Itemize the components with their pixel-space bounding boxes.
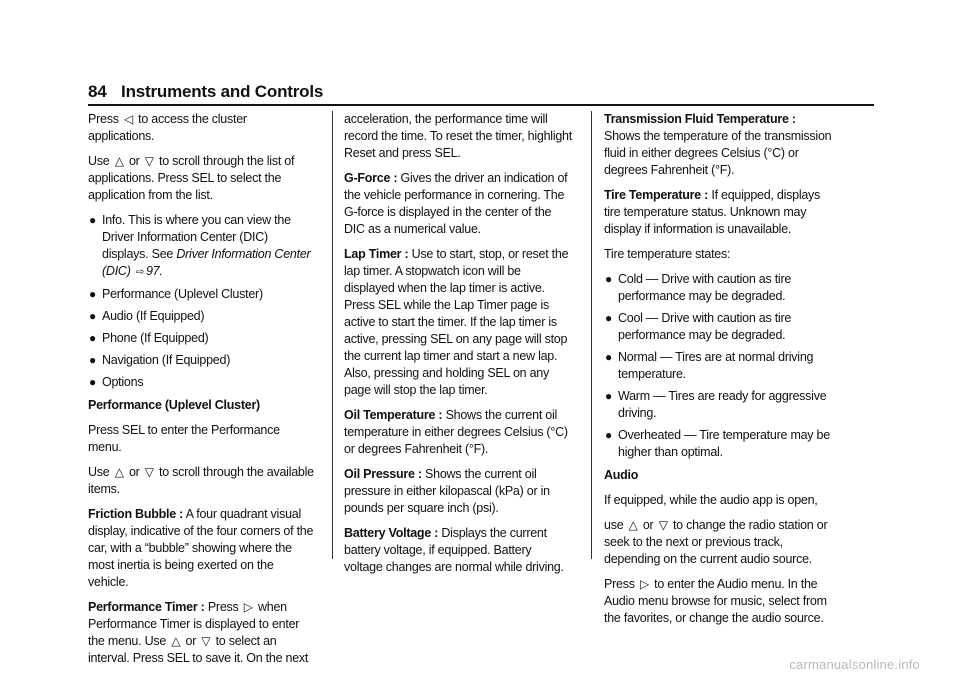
column-divider [332,111,333,559]
section-title: Instruments and Controls [121,82,324,101]
cross-reference-link[interactable]: Driver Information Center (DIC) [102,247,311,278]
paragraph: Press ◁ to access the cluster applications. [88,112,247,143]
bullet-icon: ● [605,272,612,286]
list-item: ● Cool — Drive with caution as tire performance may be degraded. [605,311,792,342]
up-triangle-icon: △ [114,154,124,168]
paragraph: use △ or ▽ to change the radio station or seek to the next or previous track, depending on the current audio source. [604,518,828,566]
left-triangle-icon: ◁ [123,112,133,126]
column-3 [604,111,832,635]
down-triangle-icon: ▽ [201,634,211,648]
term-label: Friction Bubble : [88,507,184,521]
paragraph: Tire Temperature : If equipped, displays tire temperature status. Unknown may display if information is unavailable. [604,188,821,236]
header-rule [88,104,874,106]
right-triangle-icon: ▷ [243,600,253,614]
paragraph: Press SEL to enter the Performance menu. [88,423,280,454]
up-triangle-icon: △ [114,465,124,479]
page-arrow-icon: ⇨ [135,267,144,278]
column-2 [344,111,572,584]
bullet-icon: ● [89,353,96,367]
subheading-audio: Audio [604,468,639,482]
bullet-icon: ● [605,389,612,403]
down-triangle-icon: ▽ [144,465,154,479]
application-list [88,212,316,391]
column-divider [591,111,592,559]
column-1 [88,111,316,675]
paragraph: Press ▷ to enter the Audio menu. In the Audio menu browse for music, select from the favorites, or change the audio source. [604,577,827,625]
bullet-icon: ● [605,311,612,325]
list-item: ● Audio (If Equipped) [89,309,205,323]
bullet-icon: ● [605,350,612,364]
watermark: carmanualsonline.info [789,657,920,672]
up-triangle-icon: △ [628,518,638,532]
page-number: 84 [88,82,107,101]
down-triangle-icon: ▽ [144,154,154,168]
paragraph: G-Force : Gives the driver an indication of the vehicle performance in cornering. The G-force is displayed in the center of the DIC as a numerical value. [344,171,568,236]
down-triangle-icon: ▽ [658,518,668,532]
term-label: G-Force : [344,171,398,185]
term-label: Lap Timer : [344,247,409,261]
paragraph: Friction Bubble : A four quadrant visual display, indicative of the four corners of the car, with a “bubble” showing where the most inertia is being exerted on the vehicle. [88,507,314,589]
term-label: Oil Temperature : [344,408,443,422]
paragraph: Oil Pressure : Shows the current oil pressure in either kilopascal (kPa) or in pounds per square inch (psi). [344,467,550,515]
bullet-icon: ● [89,287,96,301]
bullet-icon: ● [89,331,96,345]
paragraph: Tire temperature states: [604,247,731,261]
page-header [88,82,323,102]
up-triangle-icon: △ [171,634,181,648]
list-item: ● Info. This is where you can view the Driver Information Center (DIC) displays. See Driver Information Center (DIC) ⇨ 97. [88,212,316,281]
paragraph: Use △ or ▽ to scroll through the available items. [88,465,314,496]
list-item: ● Normal — Tires are at normal driving temperature. [605,350,814,381]
tire-states-list [604,271,832,461]
list-item: ● Options [89,375,144,389]
bullet-icon: ● [89,213,96,227]
term-label: Battery Voltage : [344,526,439,540]
subheading-performance: Performance (Uplevel Cluster) [88,398,260,412]
paragraph: Transmission Fluid Temperature : Shows the temperature of the transmission fluid in either degrees Celsius (°C) or degrees Fahrenheit (°F). [604,112,832,177]
list-item: ● Performance (Uplevel Cluster) [89,287,263,301]
bullet-icon: ● [89,375,96,389]
paragraph: If equipped, while the audio app is open, [604,493,818,507]
term-label: Tire Temperature : [604,188,709,202]
term-label: Transmission Fluid Temperature : [604,112,796,126]
list-item: ● Navigation (If Equipped) [89,353,231,367]
paragraph: Oil Temperature : Shows the current oil temperature in either degrees Celsius (°C) or degrees Fahrenheit (°F). [344,408,568,456]
paragraph: Use △ or ▽ to scroll through the list of applications. Press SEL to select the application from the list. [88,154,295,202]
right-triangle-icon: ▷ [639,577,649,591]
term-label: Oil Pressure : [344,467,422,481]
list-item: ● Phone (If Equipped) [89,331,209,345]
cross-reference-page[interactable]: 97. [145,264,163,278]
bullet-icon: ● [605,428,612,442]
paragraph: acceleration, the performance time will record the time. To reset the timer, highlight Reset and press SEL. [344,112,572,160]
bullet-icon: ● [89,309,96,323]
paragraph: Performance Timer : Press ▷ when Performance Timer is displayed to enter the menu. Use △ or ▽ to select an interval. Press SEL to save it. On the next [88,600,309,665]
list-item: ● Cold — Drive with caution as tire performance may be degraded. [605,272,792,303]
term-label: Performance Timer : [88,600,205,614]
paragraph: Battery Voltage : Displays the current battery voltage, if equipped. Battery voltage changes are normal while driving. [344,526,564,574]
list-item: ● Warm — Tires are ready for aggressive driving. [605,389,827,420]
paragraph: Lap Timer : Use to start, stop, or reset the lap timer. A stopwatch icon will be displayed when the lap timer is active. Press SEL while the Lap Timer page is active to start the timer. If the lap timer is active, pressing SEL on any page will stop the current lap timer and start a new lap. Also, pressing and holding SEL on any page will stop the lap timer. [344,247,569,397]
list-item: ● Overheated — Tire temperature may be higher than optimal. [605,428,830,459]
